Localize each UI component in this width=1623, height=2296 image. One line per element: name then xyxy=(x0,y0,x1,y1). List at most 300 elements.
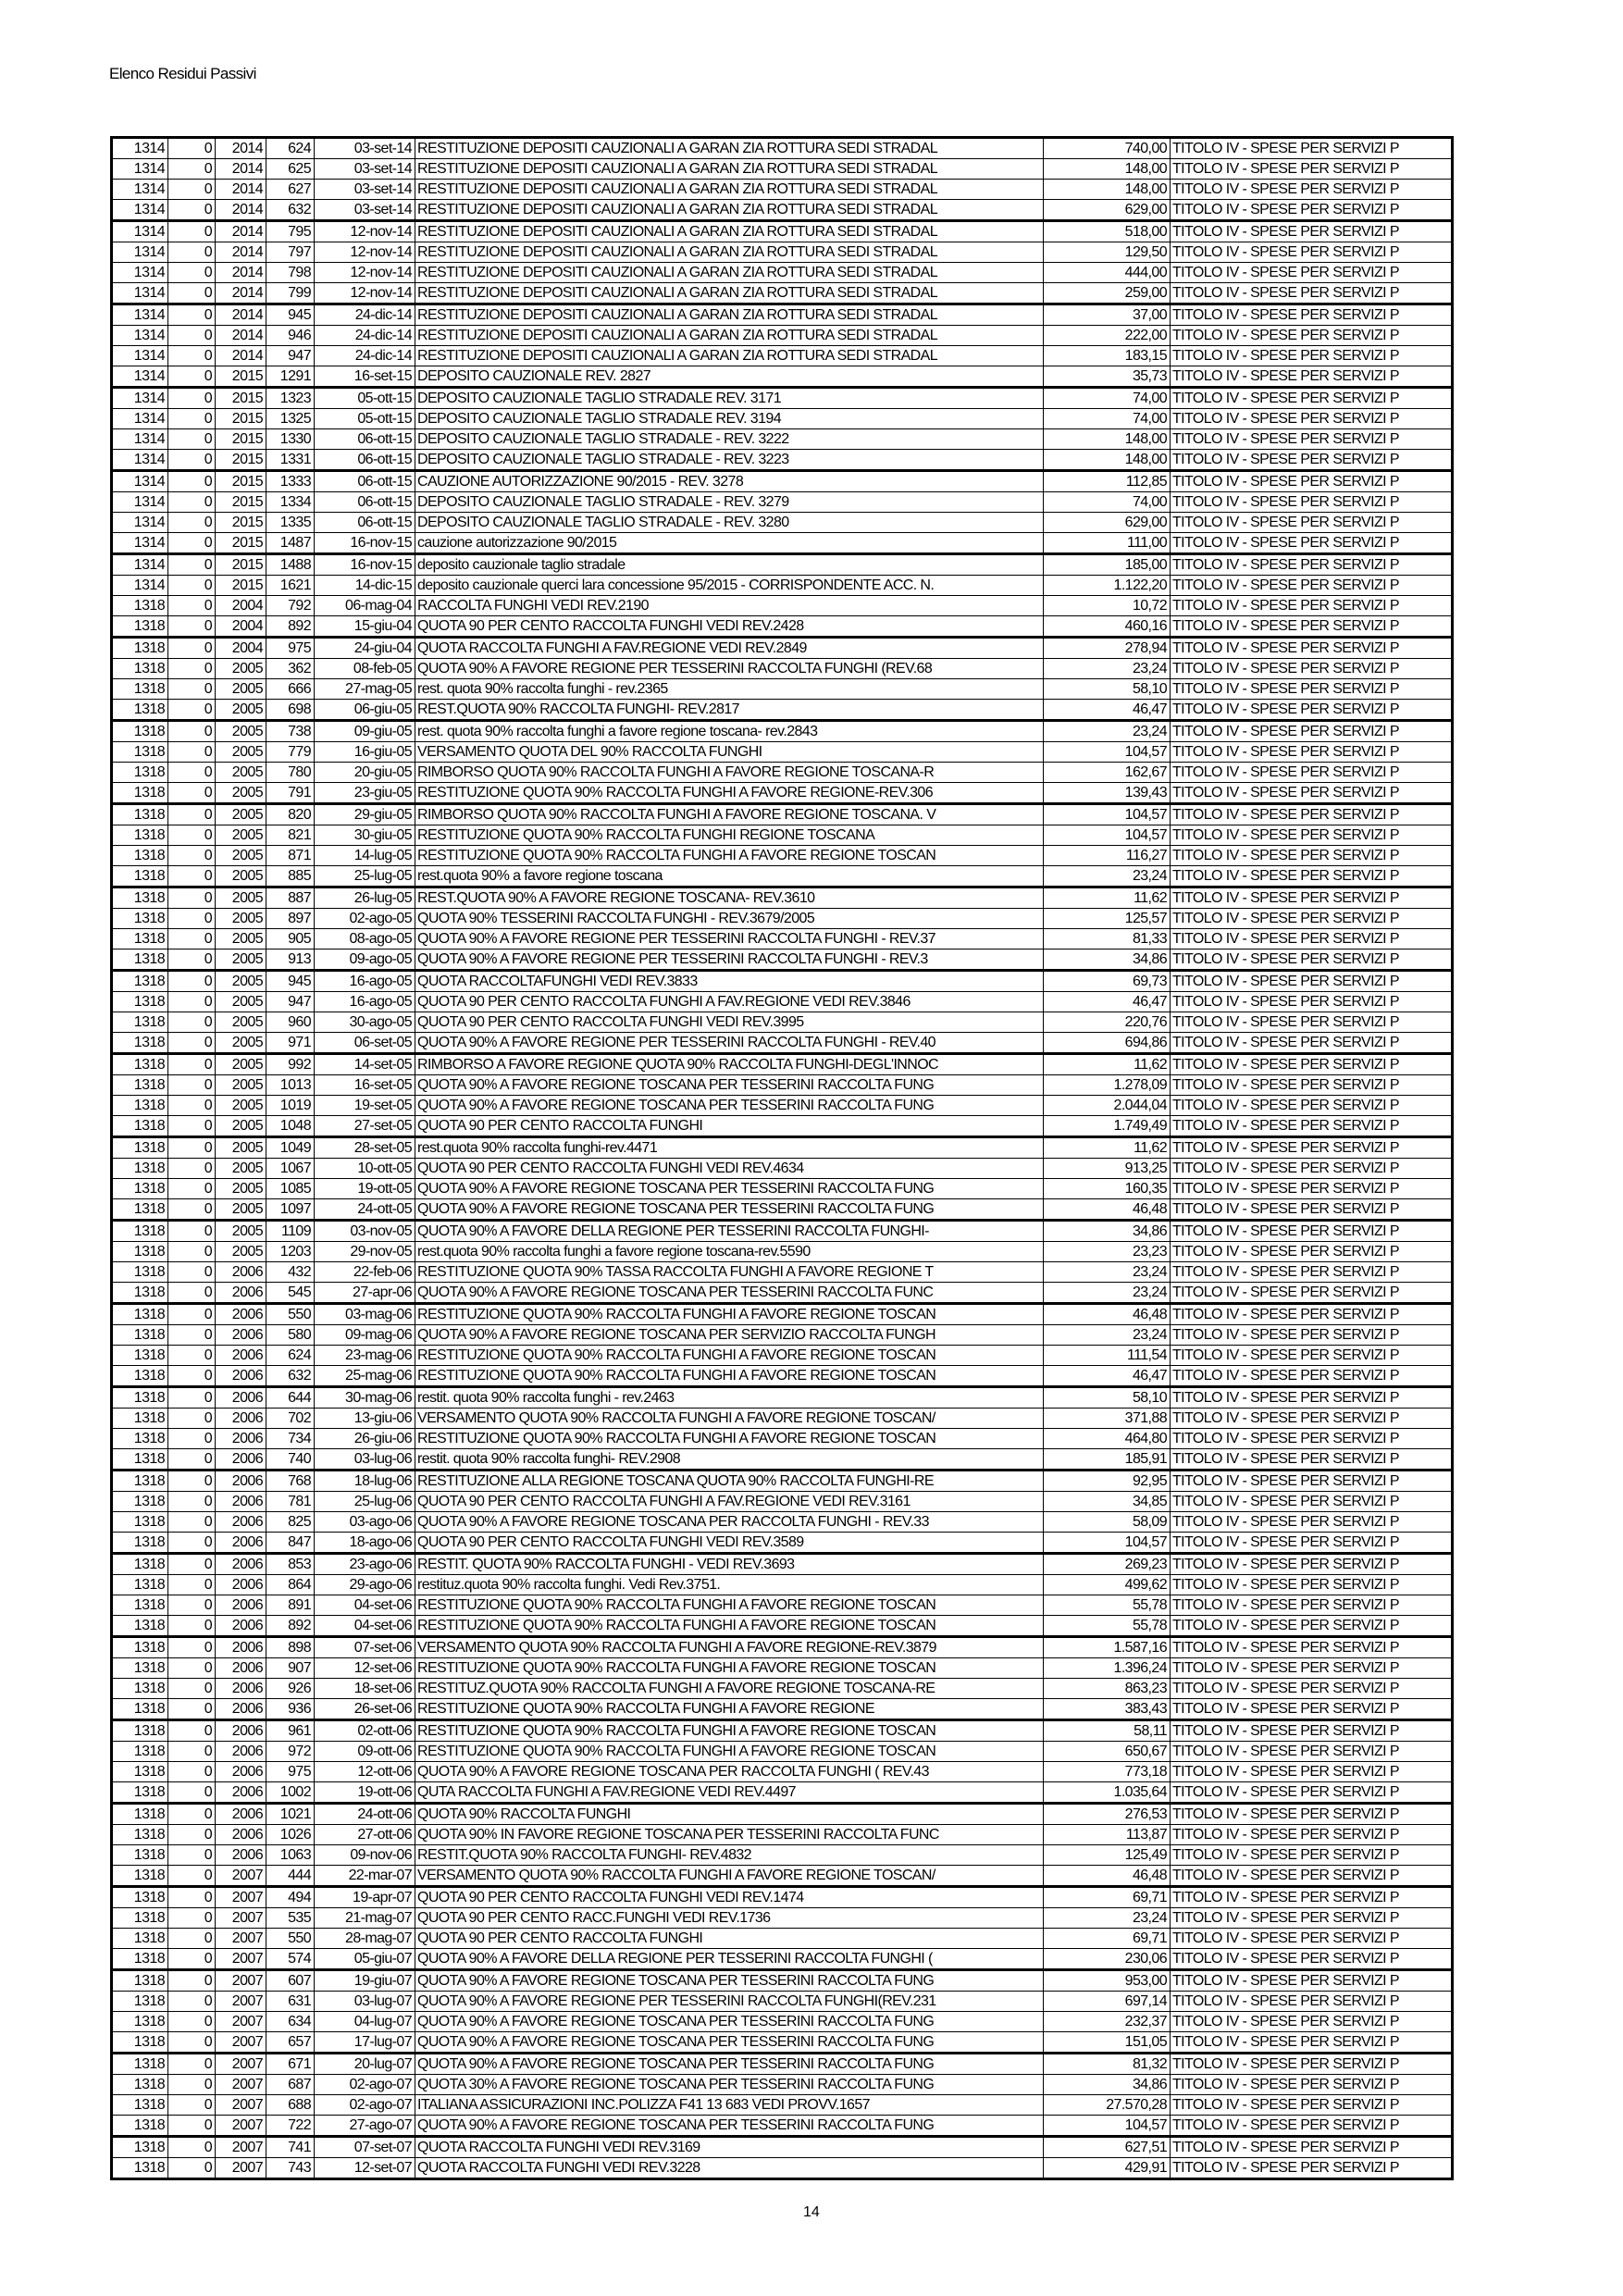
table-row xyxy=(112,1242,1453,1262)
table-row xyxy=(112,1782,1453,1804)
cell-articolo: 0 xyxy=(168,1908,216,1929)
cell-data: 07-set-06 xyxy=(315,1637,415,1658)
cell-numero: 624 xyxy=(266,138,315,159)
cell-articolo: 0 xyxy=(168,763,216,783)
cell-numero: 1323 xyxy=(266,388,315,409)
cell-titolo: TITOLO IV - SPESE PER SERVIZI P xyxy=(1171,742,1453,763)
cell-descrizione: DEPOSITO CAUZIONALE TAGLIO STRADALE - REV. 3279 xyxy=(415,492,1044,513)
cell-numero: 580 xyxy=(266,1325,315,1346)
cell-anno: 2005 xyxy=(216,1033,266,1054)
cell-capitolo: 1314 xyxy=(112,304,168,326)
cell-anno: 2014 xyxy=(216,159,266,180)
cell-capitolo: 1318 xyxy=(112,1179,168,1199)
cell-capitolo: 1318 xyxy=(112,638,168,659)
cell-articolo: 0 xyxy=(168,2054,216,2075)
cell-anno: 2005 xyxy=(216,1199,266,1221)
cell-numero: 947 xyxy=(266,346,315,366)
table-row xyxy=(112,1137,1453,1159)
cell-data: 06-ott-15 xyxy=(315,429,415,450)
cell-capitolo: 1314 xyxy=(112,533,168,554)
cell-data: 03-set-14 xyxy=(315,138,415,159)
cell-anno: 2007 xyxy=(216,2095,266,2116)
cell-numero: 1026 xyxy=(266,1825,315,1845)
cell-numero: 871 xyxy=(266,846,315,866)
cell-data: 02-ago-07 xyxy=(315,2075,415,2095)
cell-anno: 2007 xyxy=(216,1992,266,2012)
cell-importo: 69,73 xyxy=(1044,971,1171,992)
cell-data: 16-ago-05 xyxy=(315,971,415,992)
cell-importo: 46,47 xyxy=(1044,700,1171,721)
cell-articolo: 0 xyxy=(168,1137,216,1159)
cell-data: 07-set-07 xyxy=(315,2137,415,2158)
cell-importo: 55,78 xyxy=(1044,1616,1171,1637)
cell-data: 29-giu-05 xyxy=(315,804,415,825)
cell-numero: 644 xyxy=(266,1387,315,1409)
cell-numero: 926 xyxy=(266,1679,315,1699)
cell-articolo: 0 xyxy=(168,471,216,492)
cell-anno: 2006 xyxy=(216,1429,266,1449)
cell-capitolo: 1314 xyxy=(112,471,168,492)
table-row xyxy=(112,492,1453,513)
cell-data: 16-giu-05 xyxy=(315,742,415,763)
cell-titolo: TITOLO IV - SPESE PER SERVIZI P xyxy=(1171,450,1453,471)
cell-anno: 2007 xyxy=(216,1887,266,1908)
cell-titolo: TITOLO IV - SPESE PER SERVIZI P xyxy=(1171,1887,1453,1908)
cell-data: 21-mag-07 xyxy=(315,1908,415,1929)
cell-anno: 2007 xyxy=(216,2054,266,2075)
cell-anno: 2005 xyxy=(216,742,266,763)
cell-titolo: TITOLO IV - SPESE PER SERVIZI P xyxy=(1171,221,1453,242)
table-row xyxy=(112,2116,1453,2137)
cell-titolo: TITOLO IV - SPESE PER SERVIZI P xyxy=(1171,138,1453,159)
cell-articolo: 0 xyxy=(168,596,216,616)
cell-titolo: TITOLO IV - SPESE PER SERVIZI P xyxy=(1171,1929,1453,1949)
cell-data: 24-ott-06 xyxy=(315,1804,415,1825)
cell-descrizione: RESTITUZIONE ALLA REGIONE TOSCANA QUOTA 90% RACCOLTA FUNGHI-RE xyxy=(415,1471,1044,1492)
cell-importo: 629,00 xyxy=(1044,513,1171,533)
cell-data: 27-ott-06 xyxy=(315,1825,415,1845)
cell-importo: 37,00 xyxy=(1044,304,1171,326)
cell-capitolo: 1314 xyxy=(112,409,168,429)
cell-numero: 781 xyxy=(266,1492,315,1512)
table-row xyxy=(112,1845,1453,1866)
cell-anno: 2005 xyxy=(216,1137,266,1159)
cell-capitolo: 1314 xyxy=(112,388,168,409)
cell-articolo: 0 xyxy=(168,1449,216,1471)
cell-capitolo: 1318 xyxy=(112,1782,168,1804)
cell-data: 19-set-05 xyxy=(315,1096,415,1116)
cell-anno: 2014 xyxy=(216,242,266,263)
table-row xyxy=(112,929,1453,949)
cell-numero: 688 xyxy=(266,2095,315,2116)
cell-data: 02-ago-05 xyxy=(315,909,415,929)
cell-numero: 798 xyxy=(266,263,315,283)
cell-titolo: TITOLO IV - SPESE PER SERVIZI P xyxy=(1171,1054,1453,1075)
cell-articolo: 0 xyxy=(168,1679,216,1699)
cell-importo: 23,24 xyxy=(1044,1283,1171,1304)
cell-anno: 2015 xyxy=(216,429,266,450)
cell-data: 23-mag-06 xyxy=(315,1346,415,1366)
cell-data: 28-mag-07 xyxy=(315,1929,415,1949)
cell-descrizione: DEPOSITO CAUZIONALE TAGLIO STRADALE REV. 3171 xyxy=(415,388,1044,409)
cell-descrizione: QUOTA 90% A FAVORE REGIONE TOSCANA PER TESSERINI RACCOLTA FUNG xyxy=(415,1199,1044,1221)
cell-capitolo: 1318 xyxy=(112,1429,168,1449)
cell-articolo: 0 xyxy=(168,1262,216,1283)
cell-data: 23-ago-06 xyxy=(315,1554,415,1575)
table-row xyxy=(112,1825,1453,1845)
cell-data: 06-giu-05 xyxy=(315,700,415,721)
cell-data: 18-lug-06 xyxy=(315,1471,415,1492)
cell-importo: 104,57 xyxy=(1044,825,1171,846)
cell-articolo: 0 xyxy=(168,1533,216,1554)
cell-titolo: TITOLO IV - SPESE PER SERVIZI P xyxy=(1171,533,1453,554)
cell-importo: 129,50 xyxy=(1044,242,1171,263)
cell-importo: 863,23 xyxy=(1044,1679,1171,1699)
cell-titolo: TITOLO IV - SPESE PER SERVIZI P xyxy=(1171,1782,1453,1804)
cell-capitolo: 1318 xyxy=(112,1096,168,1116)
cell-titolo: TITOLO IV - SPESE PER SERVIZI P xyxy=(1171,1096,1453,1116)
cell-capitolo: 1314 xyxy=(112,513,168,533)
cell-importo: 162,67 xyxy=(1044,763,1171,783)
cell-titolo: TITOLO IV - SPESE PER SERVIZI P xyxy=(1171,1033,1453,1054)
cell-articolo: 0 xyxy=(168,242,216,263)
cell-anno: 2006 xyxy=(216,1616,266,1637)
cell-descrizione: rest. quota 90% raccolta funghi a favore regione toscana- rev.2843 xyxy=(415,721,1044,742)
cell-articolo: 0 xyxy=(168,1616,216,1637)
cell-importo: 46,48 xyxy=(1044,1199,1171,1221)
table-row xyxy=(112,326,1453,346)
cell-titolo: TITOLO IV - SPESE PER SERVIZI P xyxy=(1171,242,1453,263)
cell-capitolo: 1318 xyxy=(112,1762,168,1782)
cell-importo: 627,51 xyxy=(1044,2137,1171,2158)
cell-descrizione: QUOTA 90% A FAVORE REGIONE TOSCANA PER TESSERINI RACCOLTA FUNG xyxy=(415,2012,1044,2032)
cell-anno: 2006 xyxy=(216,1304,266,1325)
cell-importo: 81,32 xyxy=(1044,2054,1171,2075)
cell-descrizione: QUOTA 90% A FAVORE REGIONE TOSCANA PER TESSERINI RACCOLTA FUNG xyxy=(415,2116,1044,2137)
cell-anno: 2006 xyxy=(216,1512,266,1533)
cell-numero: 624 xyxy=(266,1346,315,1366)
cell-anno: 2006 xyxy=(216,1471,266,1492)
cell-articolo: 0 xyxy=(168,1159,216,1179)
cell-anno: 2006 xyxy=(216,1720,266,1742)
cell-descrizione: QUOTA 90% A FAVORE DELLA REGIONE PER TESSERINI RACCOLTA FUNGHI- xyxy=(415,1221,1044,1242)
cell-data: 22-mar-07 xyxy=(315,1866,415,1887)
cell-numero: 722 xyxy=(266,2116,315,2137)
cell-numero: 432 xyxy=(266,1262,315,1283)
cell-data: 10-ott-05 xyxy=(315,1159,415,1179)
cell-data: 06-ott-15 xyxy=(315,471,415,492)
cell-capitolo: 1318 xyxy=(112,1012,168,1033)
cell-anno: 2005 xyxy=(216,1012,266,1033)
cell-numero: 494 xyxy=(266,1887,315,1908)
cell-titolo: TITOLO IV - SPESE PER SERVIZI P xyxy=(1171,679,1453,700)
cell-importo: 58,10 xyxy=(1044,679,1171,700)
cell-numero: 847 xyxy=(266,1533,315,1554)
table-row xyxy=(112,846,1453,866)
cell-titolo: TITOLO IV - SPESE PER SERVIZI P xyxy=(1171,1742,1453,1762)
cell-numero: 975 xyxy=(266,1762,315,1782)
cell-capitolo: 1318 xyxy=(112,1825,168,1845)
cell-capitolo: 1318 xyxy=(112,1992,168,2012)
cell-numero: 666 xyxy=(266,679,315,700)
cell-importo: 23,24 xyxy=(1044,1262,1171,1283)
cell-descrizione: DEPOSITO CAUZIONALE TAGLIO STRADALE REV. 3194 xyxy=(415,409,1044,429)
cell-titolo: TITOLO IV - SPESE PER SERVIZI P xyxy=(1171,1575,1453,1595)
cell-descrizione: RESTITUZIONE QUOTA 90% RACCOLTA FUNGHI A FAVORE REGIONE TOSCAN xyxy=(415,1346,1044,1366)
cell-titolo: TITOLO IV - SPESE PER SERVIZI P xyxy=(1171,2158,1453,2179)
table-row xyxy=(112,1054,1453,1075)
cell-data: 29-nov-05 xyxy=(315,1242,415,1262)
cell-importo: 27.570,28 xyxy=(1044,2095,1171,2116)
cell-titolo: TITOLO IV - SPESE PER SERVIZI P xyxy=(1171,1199,1453,1221)
cell-anno: 2006 xyxy=(216,1782,266,1804)
cell-titolo: TITOLO IV - SPESE PER SERVIZI P xyxy=(1171,638,1453,659)
cell-capitolo: 1314 xyxy=(112,242,168,263)
cell-articolo: 0 xyxy=(168,1575,216,1595)
table-row xyxy=(112,1533,1453,1554)
table-row xyxy=(112,1554,1453,1575)
cell-numero: 945 xyxy=(266,971,315,992)
cell-titolo: TITOLO IV - SPESE PER SERVIZI P xyxy=(1171,949,1453,971)
cell-numero: 792 xyxy=(266,596,315,616)
cell-articolo: 0 xyxy=(168,1096,216,1116)
cell-titolo: TITOLO IV - SPESE PER SERVIZI P xyxy=(1171,200,1453,221)
cell-anno: 2006 xyxy=(216,1804,266,1825)
cell-numero: 1325 xyxy=(266,409,315,429)
cell-descrizione: RACCOLTA FUNGHI VEDI REV.2190 xyxy=(415,596,1044,616)
cell-descrizione: QUOTA 90% A FAVORE REGIONE TOSCANA PER TESSERINI RACCOLTA FUNG xyxy=(415,1179,1044,1199)
cell-numero: 960 xyxy=(266,1012,315,1033)
cell-titolo: TITOLO IV - SPESE PER SERVIZI P xyxy=(1171,1429,1453,1449)
cell-descrizione: RESTITUZIONE QUOTA 90% RACCOLTA FUNGHI A FAVORE REGIONE TOSCAN xyxy=(415,1742,1044,1762)
cell-data: 25-lug-05 xyxy=(315,866,415,887)
cell-descrizione: VERSAMENTO QUOTA 90% RACCOLTA FUNGHI A FAVORE REGIONE TOSCAN/ xyxy=(415,1409,1044,1429)
cell-numero: 891 xyxy=(266,1595,315,1616)
cell-anno: 2014 xyxy=(216,200,266,221)
table-row xyxy=(112,159,1453,180)
cell-articolo: 0 xyxy=(168,804,216,825)
cell-titolo: TITOLO IV - SPESE PER SERVIZI P xyxy=(1171,1159,1453,1179)
cell-importo: 125,49 xyxy=(1044,1845,1171,1866)
cell-importo: 34,85 xyxy=(1044,1492,1171,1512)
cell-descrizione: DEPOSITO CAUZIONALE TAGLIO STRADALE - REV. 3280 xyxy=(415,513,1044,533)
cell-titolo: TITOLO IV - SPESE PER SERVIZI P xyxy=(1171,909,1453,929)
cell-importo: 69,71 xyxy=(1044,1929,1171,1949)
cell-anno: 2005 xyxy=(216,659,266,679)
cell-data: 13-giu-06 xyxy=(315,1409,415,1429)
cell-anno: 2015 xyxy=(216,471,266,492)
cell-titolo: TITOLO IV - SPESE PER SERVIZI P xyxy=(1171,1949,1453,1970)
cell-articolo: 0 xyxy=(168,304,216,326)
cell-descrizione: QUOTA 90% RACCOLTA FUNGHI xyxy=(415,1804,1044,1825)
cell-articolo: 0 xyxy=(168,221,216,242)
cell-descrizione: RESTITUZIONE DEPOSITI CAUZIONALI A GARAN ZIA ROTTURA SEDI STRADAL xyxy=(415,200,1044,221)
cell-importo: 232,37 xyxy=(1044,2012,1171,2032)
cell-numero: 1109 xyxy=(266,1221,315,1242)
cell-capitolo: 1318 xyxy=(112,2054,168,2075)
cell-capitolo: 1318 xyxy=(112,1512,168,1533)
cell-articolo: 0 xyxy=(168,2095,216,2116)
cell-articolo: 0 xyxy=(168,1929,216,1949)
cell-numero: 1021 xyxy=(266,1804,315,1825)
cell-importo: 499,62 xyxy=(1044,1575,1171,1595)
cell-descrizione: RESTIT.QUOTA 90% RACCOLTA FUNGHI- REV.4832 xyxy=(415,1845,1044,1866)
cell-articolo: 0 xyxy=(168,1742,216,1762)
cell-descrizione: RIMBORSO QUOTA 90% RACCOLTA FUNGHI A FAVORE REGIONE TOSCANA. V xyxy=(415,804,1044,825)
cell-numero: 936 xyxy=(266,1699,315,1720)
cell-importo: 1.035,64 xyxy=(1044,1782,1171,1804)
cell-importo: 444,00 xyxy=(1044,263,1171,283)
cell-numero: 768 xyxy=(266,1471,315,1492)
cell-importo: 148,00 xyxy=(1044,429,1171,450)
cell-anno: 2005 xyxy=(216,1221,266,1242)
cell-importo: 148,00 xyxy=(1044,180,1171,200)
cell-titolo: TITOLO IV - SPESE PER SERVIZI P xyxy=(1171,2012,1453,2032)
cell-articolo: 0 xyxy=(168,1012,216,1033)
cell-data: 09-giu-05 xyxy=(315,721,415,742)
cell-importo: 34,86 xyxy=(1044,1221,1171,1242)
cell-numero: 791 xyxy=(266,783,315,804)
cell-articolo: 0 xyxy=(168,326,216,346)
cell-numero: 698 xyxy=(266,700,315,721)
cell-anno: 2007 xyxy=(216,1949,266,1970)
cell-data: 14-set-05 xyxy=(315,1054,415,1075)
cell-numero: 1330 xyxy=(266,429,315,450)
table-row xyxy=(112,992,1453,1012)
cell-capitolo: 1314 xyxy=(112,159,168,180)
cell-anno: 2014 xyxy=(216,221,266,242)
table-row xyxy=(112,659,1453,679)
table-row xyxy=(112,1992,1453,2012)
cell-capitolo: 1318 xyxy=(112,1304,168,1325)
cell-numero: 1019 xyxy=(266,1096,315,1116)
cell-capitolo: 1318 xyxy=(112,1199,168,1221)
cell-numero: 738 xyxy=(266,721,315,742)
cell-articolo: 0 xyxy=(168,450,216,471)
table-row xyxy=(112,513,1453,533)
cell-titolo: TITOLO IV - SPESE PER SERVIZI P xyxy=(1171,1012,1453,1033)
cell-anno: 2006 xyxy=(216,1492,266,1512)
cell-titolo: TITOLO IV - SPESE PER SERVIZI P xyxy=(1171,1387,1453,1409)
table-row xyxy=(112,1366,1453,1387)
cell-anno: 2007 xyxy=(216,2137,266,2158)
cell-numero: 898 xyxy=(266,1637,315,1658)
cell-descrizione: RESTITUZIONE DEPOSITI CAUZIONALI A GARAN ZIA ROTTURA SEDI STRADAL xyxy=(415,283,1044,304)
cell-descrizione: QUOTA 90 PER CENTO RACCOLTA FUNGHI VEDI REV.4634 xyxy=(415,1159,1044,1179)
cell-importo: 74,00 xyxy=(1044,388,1171,409)
cell-numero: 780 xyxy=(266,763,315,783)
cell-numero: 946 xyxy=(266,326,315,346)
table-row xyxy=(112,1283,1453,1304)
cell-data: 04-set-06 xyxy=(315,1595,415,1616)
cell-importo: 913,25 xyxy=(1044,1159,1171,1179)
cell-titolo: TITOLO IV - SPESE PER SERVIZI P xyxy=(1171,1595,1453,1616)
cell-capitolo: 1318 xyxy=(112,1366,168,1387)
cell-importo: 1.587,16 xyxy=(1044,1637,1171,1658)
cell-descrizione: RESTITUZIONE QUOTA 90% RACCOLTA FUNGHI A FAVORE REGIONE TOSCAN xyxy=(415,1720,1044,1742)
cell-capitolo: 1318 xyxy=(112,1887,168,1908)
cell-capitolo: 1318 xyxy=(112,1159,168,1179)
cell-importo: 269,23 xyxy=(1044,1554,1171,1575)
cell-importo: 112,85 xyxy=(1044,471,1171,492)
cell-titolo: TITOLO IV - SPESE PER SERVIZI P xyxy=(1171,1533,1453,1554)
cell-data: 03-lug-06 xyxy=(315,1449,415,1471)
cell-capitolo: 1318 xyxy=(112,1575,168,1595)
cell-importo: 629,00 xyxy=(1044,200,1171,221)
cell-articolo: 0 xyxy=(168,533,216,554)
cell-anno: 2006 xyxy=(216,1762,266,1782)
cell-titolo: TITOLO IV - SPESE PER SERVIZI P xyxy=(1171,1970,1453,1992)
cell-capitolo: 1314 xyxy=(112,200,168,221)
cell-data: 09-nov-06 xyxy=(315,1845,415,1866)
cell-anno: 2006 xyxy=(216,1387,266,1409)
cell-anno: 2006 xyxy=(216,1742,266,1762)
cell-capitolo: 1318 xyxy=(112,1533,168,1554)
cell-importo: 92,95 xyxy=(1044,1471,1171,1492)
cell-titolo: TITOLO IV - SPESE PER SERVIZI P xyxy=(1171,825,1453,846)
cell-capitolo: 1314 xyxy=(112,326,168,346)
cell-capitolo: 1318 xyxy=(112,1137,168,1159)
cell-descrizione: DEPOSITO CAUZIONALE TAGLIO STRADALE - REV. 3223 xyxy=(415,450,1044,471)
table-row xyxy=(112,1720,1453,1742)
cell-descrizione: QUOTA 90% A FAVORE REGIONE TOSCANA PER TESSERINI RACCOLTA FUNG xyxy=(415,2054,1044,2075)
cell-descrizione: RESTITUZIONE DEPOSITI CAUZIONALI A GARAN ZIA ROTTURA SEDI STRADAL xyxy=(415,221,1044,242)
cell-capitolo: 1318 xyxy=(112,1116,168,1137)
cell-data: 03-set-14 xyxy=(315,180,415,200)
cell-capitolo: 1318 xyxy=(112,1929,168,1949)
cell-articolo: 0 xyxy=(168,200,216,221)
cell-importo: 11,62 xyxy=(1044,887,1171,909)
cell-descrizione: deposito cauzionale querci lara concessione 95/2015 - CORRISPONDENTE ACC. N. xyxy=(415,576,1044,596)
cell-numero: 657 xyxy=(266,2032,315,2054)
cell-descrizione: rest.quota 90% raccolta funghi a favore regione toscana-rev.5590 xyxy=(415,1242,1044,1262)
cell-descrizione: restit. quota 90% raccolta funghi- REV.2908 xyxy=(415,1449,1044,1471)
cell-descrizione: QUOTA 90% A FAVORE REGIONE TOSCANA PER TESSERINI RACCOLTA FUNG xyxy=(415,1970,1044,1992)
table-row xyxy=(112,1199,1453,1221)
cell-articolo: 0 xyxy=(168,366,216,388)
cell-importo: 23,24 xyxy=(1044,659,1171,679)
cell-descrizione: RESTITUZIONE QUOTA 90% RACCOLTA FUNGHI A FAVORE REGIONE-REV.306 xyxy=(415,783,1044,804)
cell-descrizione: RESTITUZIONE DEPOSITI CAUZIONALI A GARAN ZIA ROTTURA SEDI STRADAL xyxy=(415,159,1044,180)
cell-descrizione: QUOTA 90% IN FAVORE REGIONE TOSCANA PER TESSERINI RACCOLTA FUNC xyxy=(415,1825,1044,1845)
cell-titolo: TITOLO IV - SPESE PER SERVIZI P xyxy=(1171,1471,1453,1492)
cell-anno: 2015 xyxy=(216,388,266,409)
cell-importo: 34,86 xyxy=(1044,2075,1171,2095)
cell-anno: 2006 xyxy=(216,1409,266,1429)
cell-anno: 2014 xyxy=(216,283,266,304)
table-row xyxy=(112,554,1453,576)
cell-capitolo: 1318 xyxy=(112,1054,168,1075)
cell-descrizione: REST.QUOTA 90% A FAVORE REGIONE TOSCANA- REV.3610 xyxy=(415,887,1044,909)
cell-anno: 2005 xyxy=(216,1179,266,1199)
cell-anno: 2005 xyxy=(216,1116,266,1137)
cell-titolo: TITOLO IV - SPESE PER SERVIZI P xyxy=(1171,263,1453,283)
cell-titolo: TITOLO IV - SPESE PER SERVIZI P xyxy=(1171,992,1453,1012)
cell-numero: 820 xyxy=(266,804,315,825)
cell-data: 06-set-05 xyxy=(315,1033,415,1054)
cell-anno: 2005 xyxy=(216,909,266,929)
cell-importo: 46,47 xyxy=(1044,1366,1171,1387)
table-row xyxy=(112,346,1453,366)
cell-anno: 2014 xyxy=(216,304,266,326)
cell-descrizione: restituz.quota 90% raccolta funghi. Vedi Rev.3751. xyxy=(415,1575,1044,1595)
cell-descrizione: RESTITUZIONE QUOTA 90% RACCOLTA FUNGHI A FAVORE REGIONE TOSCAN xyxy=(415,846,1044,866)
table-row xyxy=(112,2095,1453,2116)
cell-importo: 23,24 xyxy=(1044,866,1171,887)
cell-descrizione: QUOTA RACCOLTAFUNGHI VEDI REV.3833 xyxy=(415,971,1044,992)
cell-descrizione: RESTITUZIONE QUOTA 90% RACCOLTA FUNGHI A FAVORE REGIONE TOSCAN xyxy=(415,1366,1044,1387)
cell-descrizione: VERSAMENTO QUOTA 90% RACCOLTA FUNGHI A FAVORE REGIONE TOSCAN/ xyxy=(415,1866,1044,1887)
